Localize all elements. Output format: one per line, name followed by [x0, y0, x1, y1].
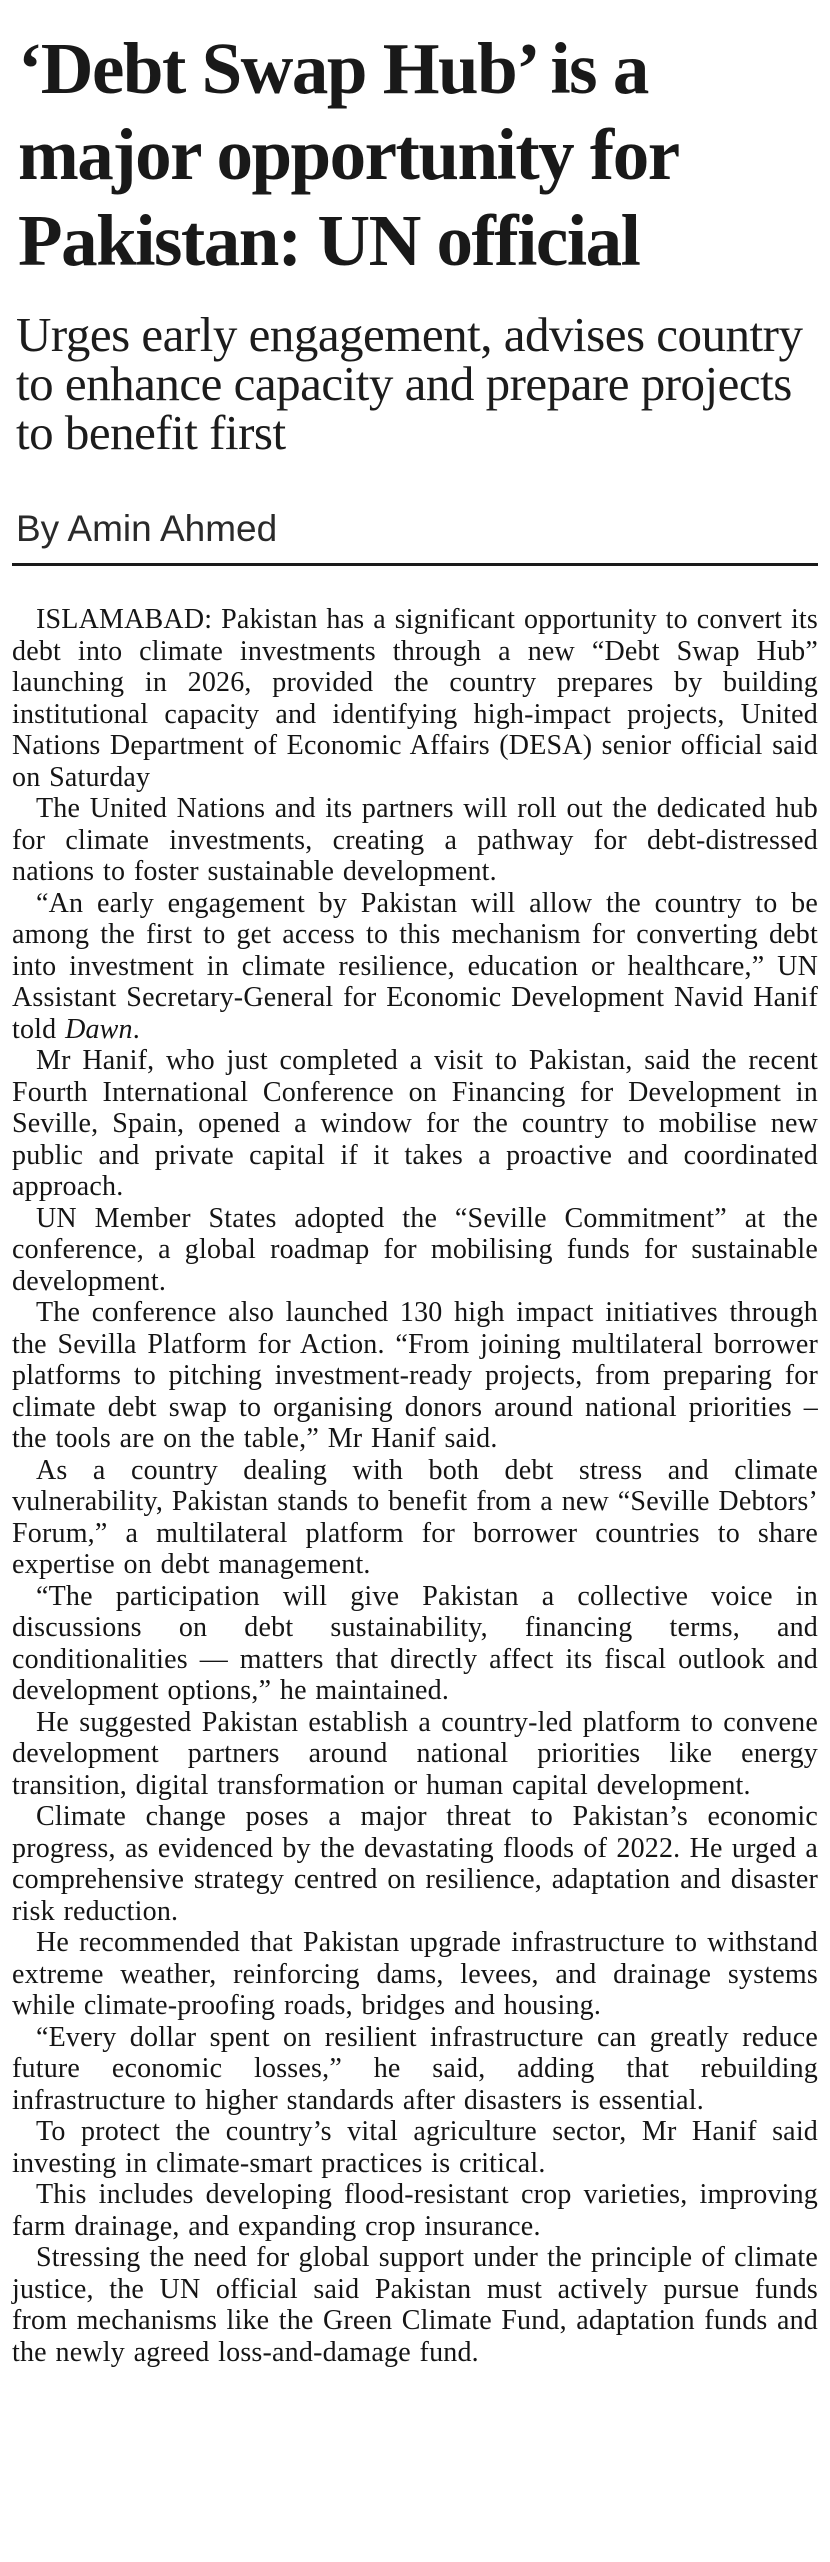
paragraph-text: “Every dollar spent on resilient infrastructure can greatly reduce future economic losses,” he said, adding that rebuilding infrastructure to higher standards after disasters is essential.: [12, 2021, 818, 2116]
paragraph-text: .: [132, 1013, 140, 1045]
paragraph-text: Mr Hanif, who just completed a visit to Pakistan, said the recent Fourth International Conference on Financing for Development in Seville, Spain, opened a window for the country to mobilise new public and private capital if it takes a proactive and coordinated approach.: [12, 1045, 818, 1202]
italic-text: Dawn: [65, 1013, 133, 1045]
paragraph-text: This includes developing flood-resistant crop varieties, improving farm drainage, and expanding crop insurance.: [12, 2179, 818, 2242]
article-paragraph: [12, 1581, 818, 1707]
article-paragraph: [12, 2116, 818, 2179]
headline: ‘Debt Swap Hub’ is a major opportunity for Pakistan: UN official: [18, 28, 678, 281]
paragraph-text: He suggested Pakistan establish a country-led platform to convene development partners around national priorities like energy transition, digital transformation or human capital development.: [12, 1706, 818, 1801]
article-paragraph: [12, 1801, 818, 1927]
article-paragraph: [12, 1927, 818, 2022]
byline: By Amin Ahmed: [16, 508, 278, 549]
article-paragraph: [12, 1045, 818, 1203]
article-paragraph: [12, 604, 818, 793]
paragraph-text: Climate change poses a major threat to Pakistan’s economic progress, as evidenced by the devastating floods of 2022. He urged a comprehensive strategy centred on resilience, adaptation and disaster risk reduction.: [12, 1801, 818, 1927]
article-paragraph: [12, 888, 818, 1046]
article-paragraph: [12, 1707, 818, 1802]
paragraph-text: ISLAMABAD: Pakistan has a significant opportunity to convert its debt into climate investments through a new “Debt Swap Hub” launching in 2026, provided the country prepares by building institutional capacity and identifying high-impact projects, United Nations Department of Economic Affairs (DESA) senior official said on Saturday: [12, 604, 818, 793]
paragraph-text: “An early engagement by Pakistan will allow the country to be among the first to get access to this mechanism for converting debt into investment in climate resilience, education or healthcare,” UN Assistant Secretary-General for Economic Development Navid Hanif told: [12, 887, 818, 1045]
paragraph-text: “The participation will give Pakistan a collective voice in discussions on debt sustainability, financing terms, and conditionalities — matters that directly affect its fiscal outlook and development options,” he maintained.: [12, 1580, 818, 1706]
paragraph-text: He recommended that Pakistan upgrade infrastructure to withstand extreme weather, reinforcing dams, levees, and drainage systems while climate-proofing roads, bridges and housing.: [12, 1927, 818, 2021]
article-body: [12, 604, 818, 2368]
paragraph-text: To protect the country’s vital agriculture sector, Mr Hanif said investing in climate-smart practices is critical.: [12, 2116, 818, 2179]
article-paragraph: [12, 1297, 818, 1455]
article-paragraph: [12, 2022, 818, 2117]
paragraph-text: As a country dealing with both debt stress and climate vulnerability, Pakistan stands to benefit from a new “Seville Debtors’ Forum,” a multilateral platform for borrower countries to share expertise on debt management.: [12, 1454, 818, 1580]
article-paragraph: [12, 1455, 818, 1581]
byline-divider: [12, 563, 818, 566]
article-paragraph: [12, 793, 818, 888]
subheadline: Urges early engagement, advises country to enhance capacity and prepare projects to benefit first: [16, 307, 803, 460]
paragraph-text: The United Nations and its partners will roll out the dedicated hub for climate investments, creating a pathway for debt-distressed nations to foster sustainable development.: [12, 793, 818, 887]
paragraph-text: The conference also launched 130 high impact initiatives through the Sevilla Platform for Action. “From joining multilateral borrower platforms to pitching investment-ready projects, from preparing for climate debt swap to organising donors around national priorities – the tools are on the table,” Mr Hanif said.: [12, 1297, 818, 1454]
paragraph-text: UN Member States adopted the “Seville Commitment” at the conference, a global roadmap for mobilising funds for sustainable development.: [12, 1202, 818, 1297]
paragraph-text: Stressing the need for global support under the principle of climate justice, the UN official said Pakistan must actively pursue funds from mechanisms like the Green Climate Fund, adaptation funds and the newly agreed loss-and-damage fund.: [12, 2242, 818, 2368]
article-paragraph: [12, 2179, 818, 2242]
article-paragraph: [12, 2242, 818, 2368]
article-paragraph: [12, 1203, 818, 1298]
